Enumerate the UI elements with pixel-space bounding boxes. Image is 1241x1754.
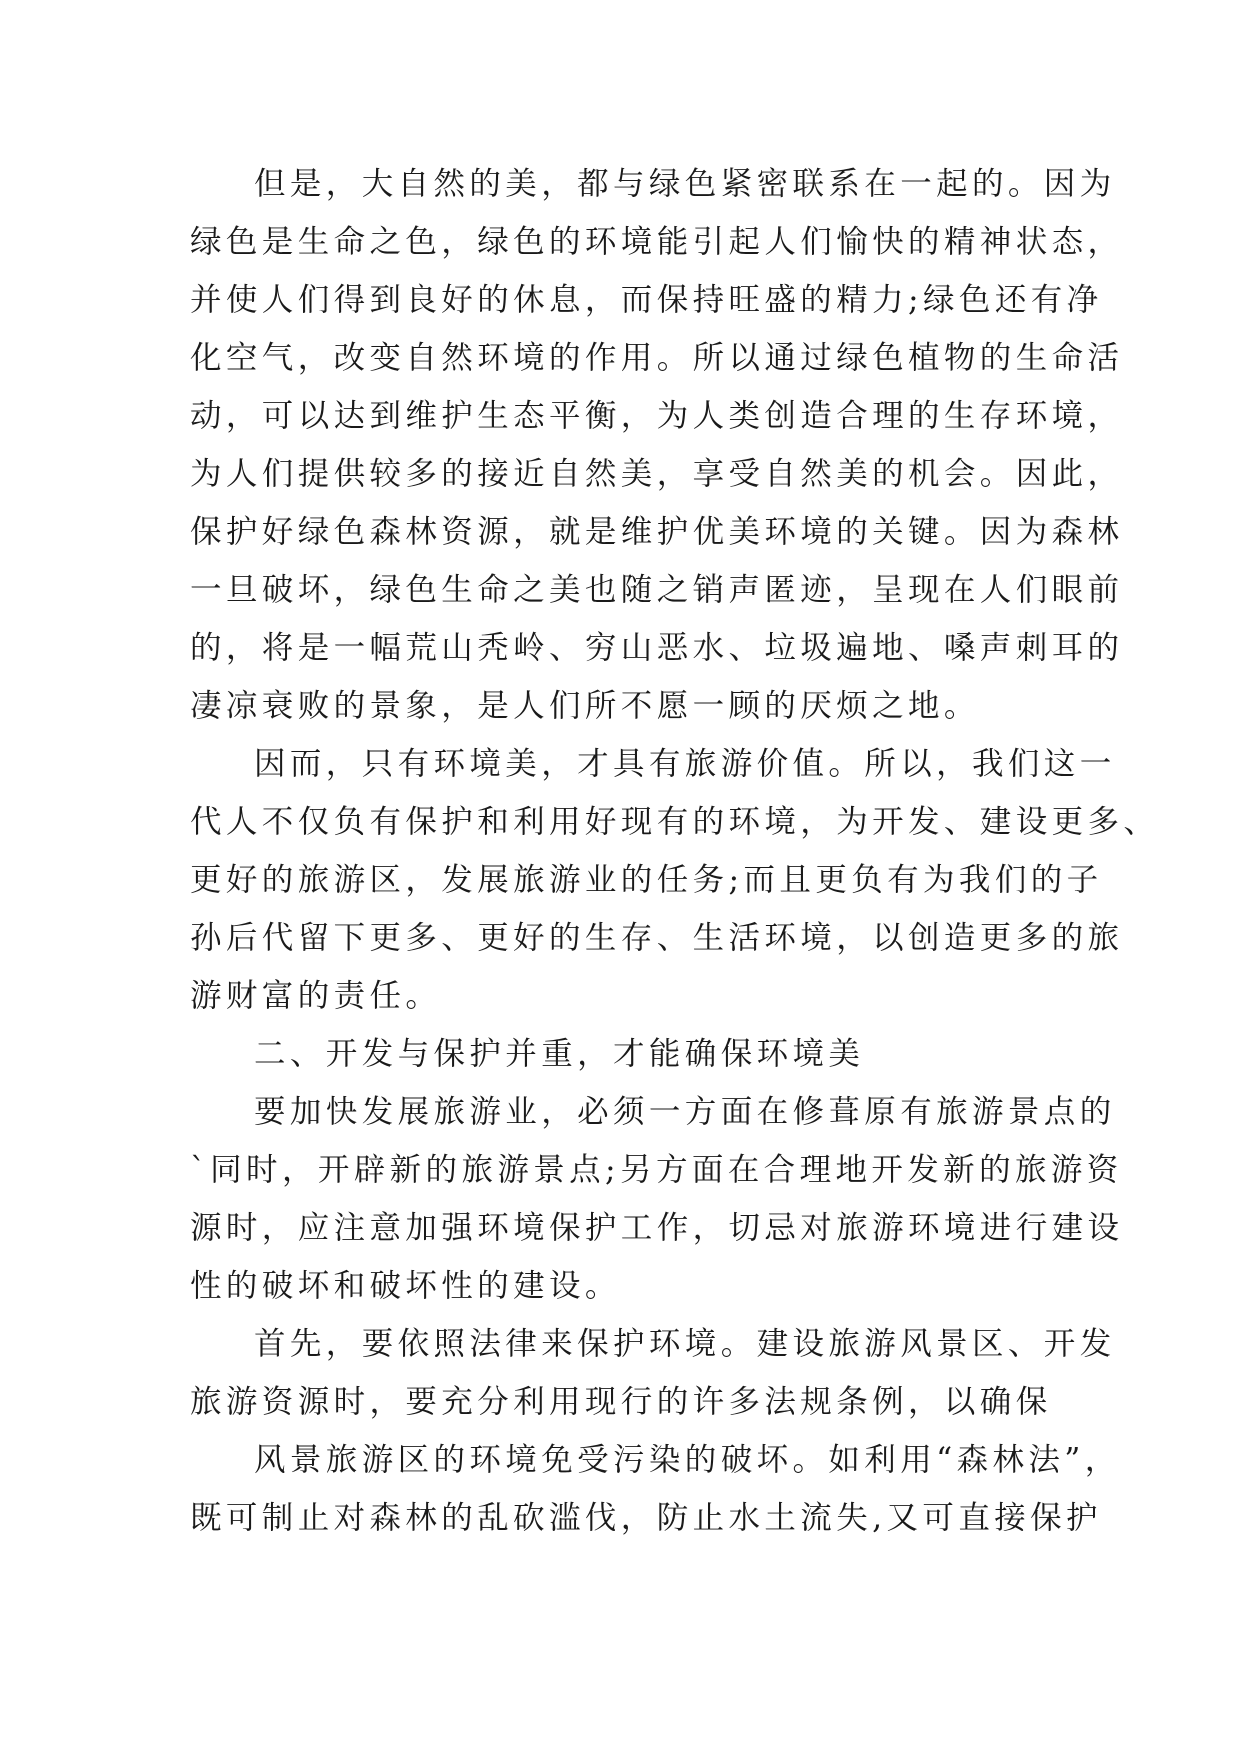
text-line: 旅游资源时，要充分利用现行的许多法规条例，以确保 bbox=[190, 1384, 1052, 1420]
text-line: `同时，开辟新的旅游景点;另方面在合理地开发新的旅游资 bbox=[190, 1152, 1123, 1188]
text-line: 风景旅游区的环境免受污染的破坏。如利用“森林法”， bbox=[254, 1442, 1121, 1478]
text-line: 的，将是一幅荒山秃岭、穷山恶水、垃圾遍地、嗓声刺耳的 bbox=[190, 630, 1124, 666]
text-line: 二、开发与保护并重，才能确保环境美 bbox=[254, 1036, 865, 1072]
text-line: 性的破坏和破坏性的建设。 bbox=[190, 1268, 621, 1304]
text-line: 孙后代留下更多、更好的生存、生活环境，以创造更多的旅 bbox=[190, 920, 1124, 956]
text-line: 要加快发展旅游业，必须一方面在修葺原有旅游景点的 bbox=[254, 1094, 1116, 1130]
text-line: 化空气，改变自然环境的作用。所以通过绿色植物的生命活 bbox=[190, 340, 1124, 376]
text-line: 源时，应注意加强环境保护工作，切忌对旅游环境进行建设 bbox=[190, 1210, 1124, 1246]
text-line: 动，可以达到维护生态平衡，为人类创造合理的生存环境， bbox=[190, 398, 1124, 434]
text-line: 保护好绿色森林资源，就是维护优美环境的关键。因为森林 bbox=[190, 514, 1124, 550]
text-line: 代人不仅负有保护和利用好现有的环境，为开发、建设更多、 bbox=[190, 804, 1160, 840]
text-line: 既可制止对森林的乱砍滥伐，防止水土流失,又可直接保护 bbox=[190, 1500, 1102, 1536]
text-line: 游财富的责任。 bbox=[190, 978, 442, 1014]
text-line: 并使人们得到良好的休息，而保持旺盛的精力;绿色还有净 bbox=[190, 282, 1103, 318]
text-line: 更好的旅游区，发展旅游业的任务;而且更负有为我们的子 bbox=[190, 862, 1103, 898]
text-line: 为人们提供较多的接近自然美，享受自然美的机会。因此， bbox=[190, 456, 1124, 492]
document-body bbox=[190, 155, 1160, 1547]
text-line: 绿色是生命之色，绿色的环境能引起人们愉快的精神状态， bbox=[190, 224, 1124, 260]
text-line: 凄凉衰败的景象，是人们所不愿一顾的厌烦之地。 bbox=[190, 688, 980, 724]
text-line: 但是，大自然的美，都与绿色紧密联系在一起的。因为 bbox=[254, 166, 1116, 202]
text-line: 一旦破坏，绿色生命之美也随之销声匿迹，呈现在人们眼前 bbox=[190, 572, 1124, 608]
text-line: 因而，只有环境美，才具有旅游价值。所以，我们这一 bbox=[254, 746, 1116, 782]
text-line: 首先，要依照法律来保护环境。建设旅游风景区、开发 bbox=[254, 1326, 1116, 1362]
